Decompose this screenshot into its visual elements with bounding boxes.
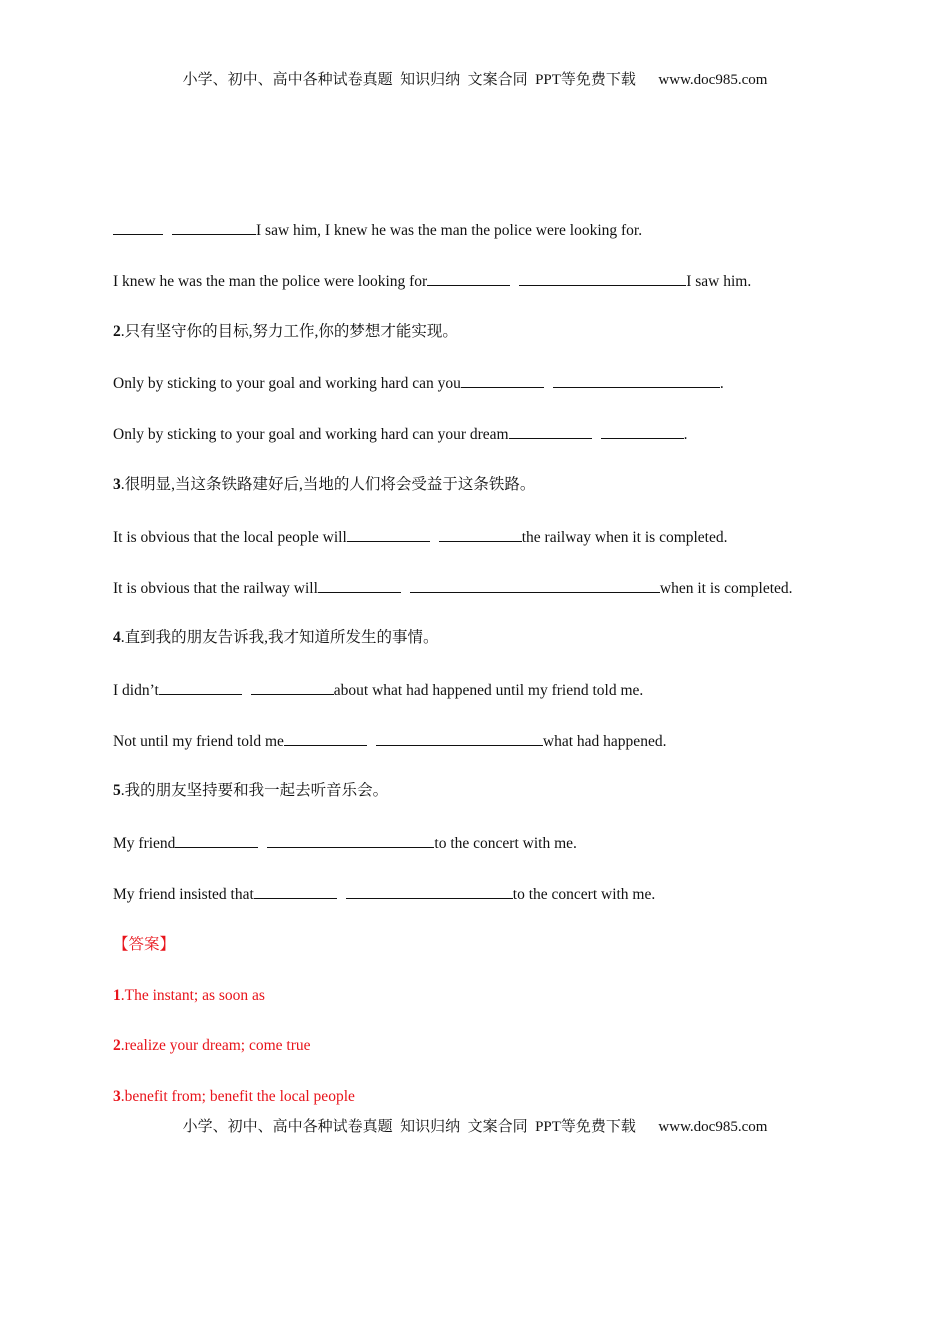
sentence-text: It is obvious that the railway will [113, 580, 318, 597]
sentence-text: It is obvious that the local people will [113, 529, 347, 546]
answer-number: 2 [113, 1037, 121, 1054]
sentence-text: to the concert with me. [434, 835, 577, 852]
answer-number: 3 [113, 1088, 121, 1105]
answer-blank[interactable] [175, 833, 258, 848]
sentence-text: to the concert with me. [512, 886, 656, 903]
answer-blank[interactable] [410, 578, 660, 593]
sentence-text: . [683, 426, 688, 443]
answer-blank[interactable] [267, 833, 434, 848]
page-footer: 小学、初中、高中各种试卷真题 知识归纳 文案合同 PPT等免费下载 www.doc985.com [182, 1119, 768, 1135]
answer-text: .The instant; as soon as [120, 987, 265, 1004]
answer-blank[interactable] [439, 527, 522, 542]
answer-blank[interactable] [427, 271, 510, 286]
answer-blank[interactable] [553, 373, 720, 388]
answer-blank[interactable] [601, 424, 684, 439]
sentence-text: I didn’t [113, 682, 159, 699]
q3-prompt [113, 475, 535, 495]
question-number: 2 [113, 323, 121, 340]
sentence-text: I saw him. [686, 273, 752, 290]
question-prompt: .直到我的朋友告诉我,我才知道所发生的事情。 [120, 629, 439, 646]
question-number: 3 [113, 476, 121, 493]
sentence-text: about what had happened until my friend told me. [333, 682, 644, 699]
question-prompt: .很明显,当这条铁路建好后,当地的人们将会受益于这条铁路。 [120, 476, 536, 493]
answer-blank[interactable] [318, 578, 401, 593]
answer-blank[interactable] [376, 731, 543, 746]
answer-blank[interactable] [519, 271, 686, 286]
question-prompt: .我的朋友坚持要和我一起去听音乐会。 [120, 782, 389, 799]
question-number: 5 [113, 782, 121, 799]
answer-number: 1 [113, 987, 121, 1004]
question-number: 4 [113, 629, 121, 646]
answer-blank[interactable] [284, 731, 367, 746]
answer-blank[interactable] [254, 884, 337, 899]
q4-prompt [113, 628, 439, 648]
sentence-text: what had happened. [542, 733, 667, 750]
q3-line-a [113, 527, 728, 548]
answer-blank[interactable] [113, 220, 163, 235]
answer-item [113, 986, 265, 1006]
q2-prompt [113, 322, 458, 342]
sentence-text: the railway when it is completed. [521, 529, 728, 546]
answer-text: .realize your dream; come true [120, 1037, 311, 1054]
answer-text: .benefit from; benefit the local people [120, 1088, 355, 1105]
answer-blank[interactable] [461, 373, 544, 388]
q2-line-b [113, 424, 687, 445]
sentence-text: when it is completed. [659, 580, 793, 597]
sentence-text: . [719, 375, 724, 392]
q1-line-b [113, 271, 751, 292]
answer-blank[interactable] [251, 680, 334, 695]
q5-line-a [113, 833, 577, 854]
question-prompt: .只有坚守你的目标,努力工作,你的梦想才能实现。 [120, 323, 458, 340]
sentence-text: Not until my friend told me [113, 733, 284, 750]
sentence-text: Only by sticking to your goal and working hard can your dream [113, 426, 509, 443]
sentence-text: I saw him, I knew he was the man the police were looking for. [256, 222, 643, 239]
q1-line-a [113, 220, 642, 241]
answer-item [113, 1087, 355, 1107]
q5-line-b [113, 884, 655, 905]
answers-heading: 【答案】 [113, 936, 176, 953]
sentence-text: I knew he was the man the police were looking for [113, 273, 428, 290]
q4-line-b [113, 731, 666, 752]
answer-blank[interactable] [347, 527, 430, 542]
sentence-text: My friend [113, 835, 176, 852]
answer-blank[interactable] [159, 680, 242, 695]
q4-line-a [113, 680, 643, 701]
answer-item [113, 1036, 311, 1056]
sentence-text: My friend insisted that [113, 886, 254, 903]
page-header: 小学、初中、高中各种试卷真题 知识归纳 文案合同 PPT等免费下载 www.doc985.com [182, 72, 768, 88]
q3-line-b [113, 578, 793, 599]
q5-prompt [113, 781, 388, 801]
answer-blank[interactable] [509, 424, 592, 439]
answer-blank[interactable] [172, 220, 256, 235]
sentence-text: Only by sticking to your goal and working hard can you [113, 375, 461, 392]
answer-blank[interactable] [346, 884, 513, 899]
q2-line-a [113, 373, 724, 394]
